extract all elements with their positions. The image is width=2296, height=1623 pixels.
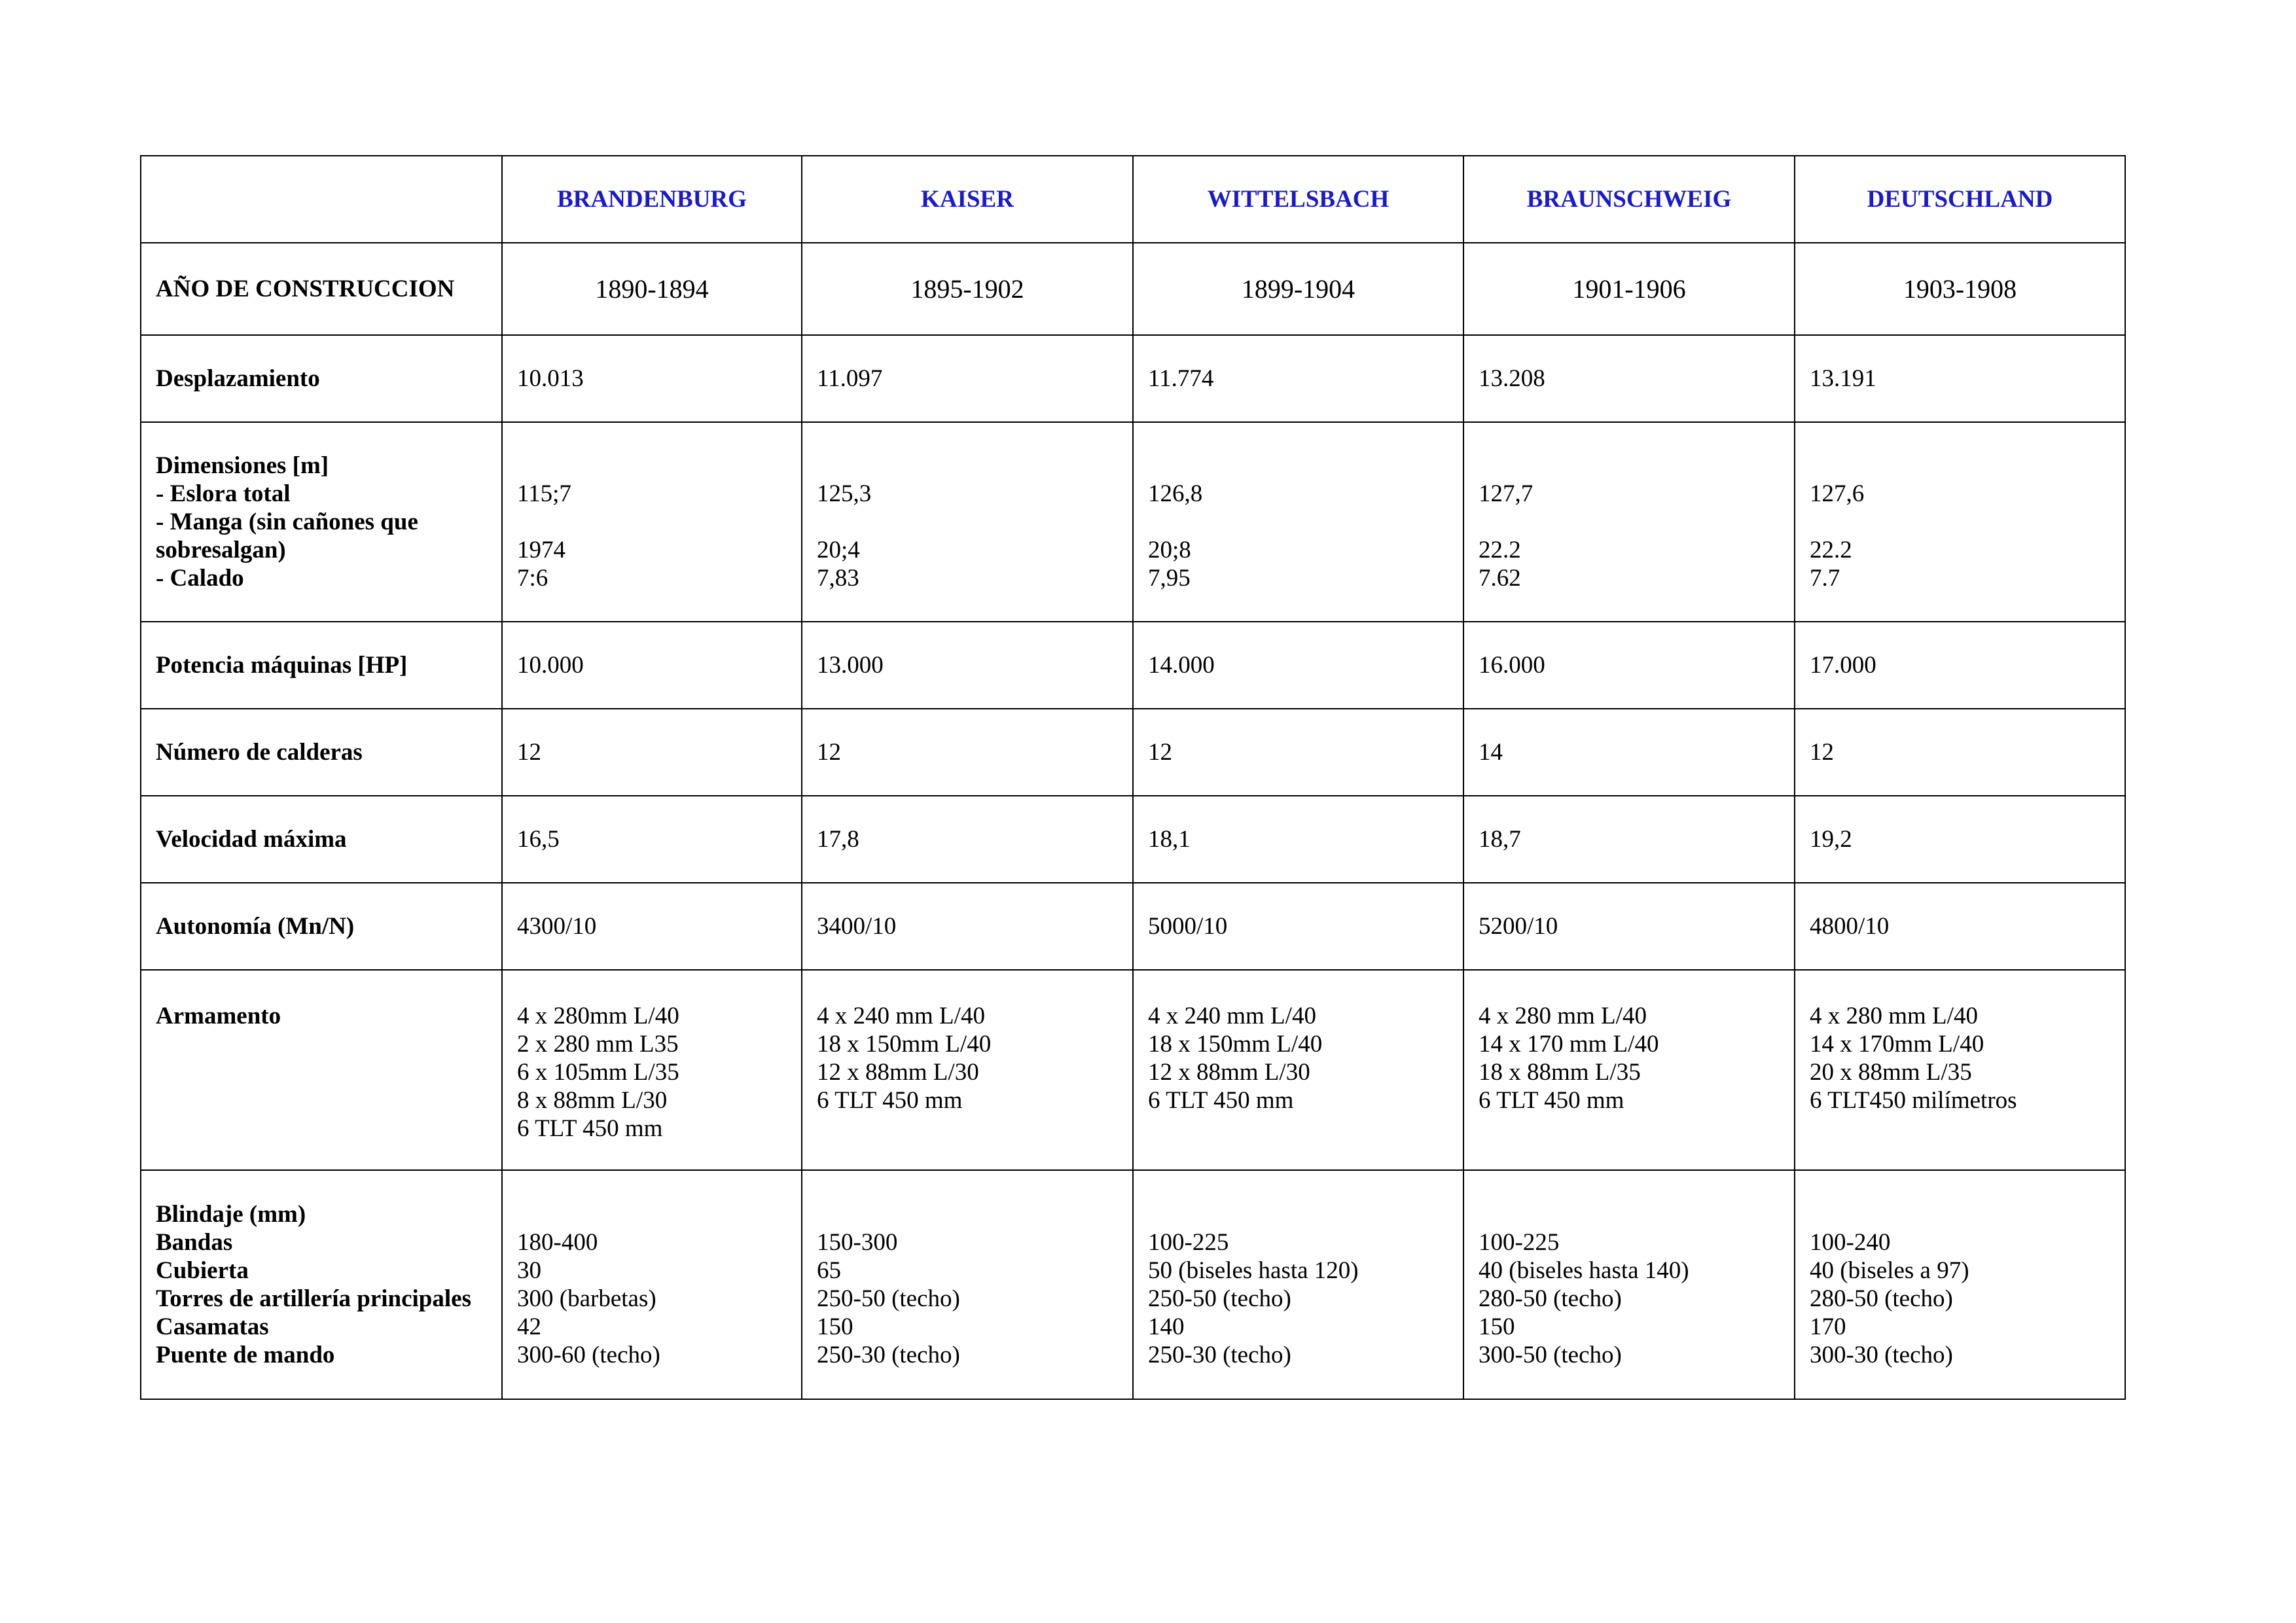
manga-value: 1974: [517, 537, 565, 563]
boilers-value: 12: [802, 709, 1133, 796]
armament-cell: [1463, 970, 1795, 1170]
armor-label-line: Cubierta: [156, 1257, 249, 1284]
calado-value: 7:6: [517, 565, 548, 592]
displacement-row: [141, 335, 2125, 422]
dimensions-label-line: - Eslora total: [156, 480, 291, 507]
armor-value: 280-50 (techo): [1479, 1285, 1622, 1312]
armor-cell: [1463, 1170, 1795, 1399]
armor-label: [141, 1170, 502, 1399]
armor-label-line: Casamatas: [156, 1313, 269, 1340]
year-row: [141, 243, 2125, 335]
displacement-label: Desplazamiento: [141, 335, 502, 422]
power-value: 13.000: [802, 622, 1133, 709]
armament-label: Armamento: [141, 970, 502, 1170]
year-value: 1901-1906: [1463, 243, 1795, 335]
dimensions-cell: [1463, 422, 1795, 622]
armor-value: 180-400: [517, 1229, 598, 1256]
armor-value: 280-50 (techo): [1810, 1285, 1953, 1312]
ships-comparison-table: [140, 155, 2126, 1400]
armor-value: 250-50 (techo): [1148, 1285, 1291, 1312]
armament-line: 12 x 88mm L/30: [1148, 1059, 1310, 1086]
calado-value: 7,83: [817, 565, 859, 592]
range-value: 4300/10: [502, 883, 802, 970]
power-value: 16.000: [1463, 622, 1795, 709]
armament-line: 4 x 280mm L/40: [517, 1003, 679, 1029]
ship-name-kaiser: KAISER: [802, 156, 1133, 243]
speed-value: 18,7: [1463, 796, 1795, 883]
armament-cell: [1133, 970, 1463, 1170]
power-value: 14.000: [1133, 622, 1463, 709]
header-row: [141, 156, 2125, 243]
armor-value: 300-30 (techo): [1810, 1342, 1953, 1368]
dimensions-label-line: sobresalgan): [156, 537, 286, 563]
armor-value: 150-300: [817, 1229, 898, 1256]
displacement-value: 11.774: [1133, 335, 1463, 422]
displacement-value: 13.208: [1463, 335, 1795, 422]
armor-cell: [1795, 1170, 2125, 1399]
speed-value: 16,5: [502, 796, 802, 883]
manga-value: 20;4: [817, 537, 860, 563]
armor-cell: [802, 1170, 1133, 1399]
boilers-value: 14: [1463, 709, 1795, 796]
armor-value: 170: [1810, 1313, 1846, 1340]
armament-line: 2 x 280 mm L35: [517, 1031, 679, 1058]
header-empty-cell: [141, 156, 502, 243]
armor-value: 150: [817, 1313, 853, 1340]
armament-line: 4 x 280 mm L/40: [1810, 1003, 1978, 1029]
eslora-value: 127,6: [1810, 480, 1865, 507]
armament-line: 14 x 170mm L/40: [1810, 1031, 1984, 1058]
armor-value: 100-225: [1479, 1229, 1560, 1256]
boilers-value: 12: [502, 709, 802, 796]
manga-value: 20;8: [1148, 537, 1191, 563]
armor-cell: [502, 1170, 802, 1399]
armament-line: 14 x 170 mm L/40: [1479, 1031, 1659, 1058]
armament-line: 4 x 280 mm L/40: [1479, 1003, 1647, 1029]
eslora-value: 127,7: [1479, 480, 1534, 507]
armor-value: 150: [1479, 1313, 1515, 1340]
boilers-label: Número de calderas: [141, 709, 502, 796]
range-row: [141, 883, 2125, 970]
manga-value: 22.2: [1810, 537, 1852, 563]
range-value: 4800/10: [1795, 883, 2125, 970]
ship-name-wittelsbach: WITTELSBACH: [1133, 156, 1463, 243]
armament-line: 6 TLT 450 mm: [1148, 1087, 1294, 1114]
armament-line: 6 x 105mm L/35: [517, 1059, 679, 1086]
armor-value: 250-50 (techo): [817, 1285, 960, 1312]
armament-line: 4 x 240 mm L/40: [817, 1003, 985, 1029]
armament-line: 4 x 240 mm L/40: [1148, 1003, 1316, 1029]
armor-value: 100-225: [1148, 1229, 1229, 1256]
power-value: 17.000: [1795, 622, 2125, 709]
armament-line: 20 x 88mm L/35: [1810, 1059, 1972, 1086]
boilers-value: 12: [1133, 709, 1463, 796]
armament-line: 6 TLT 450 mm: [817, 1087, 963, 1114]
armament-line: 18 x 150mm L/40: [1148, 1031, 1323, 1058]
displacement-value: 13.191: [1795, 335, 2125, 422]
year-value: 1903-1908: [1795, 243, 2125, 335]
range-value: 5000/10: [1133, 883, 1463, 970]
armament-line: 6 TLT450 milímetros: [1810, 1087, 2017, 1114]
range-value: 3400/10: [802, 883, 1133, 970]
ship-name-deutschland: DEUTSCHLAND: [1795, 156, 2125, 243]
speed-value: 19,2: [1795, 796, 2125, 883]
eslora-value: 125,3: [817, 480, 872, 507]
armor-value: 50 (biseles hasta 120): [1148, 1257, 1359, 1284]
speed-label: Velocidad máxima: [141, 796, 502, 883]
calado-value: 7.7: [1810, 565, 1840, 592]
armament-cell: [502, 970, 802, 1170]
boilers-row: [141, 709, 2125, 796]
armor-value: 300-50 (techo): [1479, 1342, 1622, 1368]
ship-name-brandenburg: BRANDENBURG: [502, 156, 802, 243]
boilers-value: 12: [1795, 709, 2125, 796]
eslora-value: 115;7: [517, 480, 571, 507]
speed-value: 18,1: [1133, 796, 1463, 883]
displacement-value: 10.013: [502, 335, 802, 422]
armament-line: 6 TLT 450 mm: [1479, 1087, 1624, 1114]
calado-value: 7.62: [1479, 565, 1521, 592]
armament-cell: [802, 970, 1133, 1170]
armor-value: 65: [817, 1257, 841, 1284]
armor-value: 30: [517, 1257, 541, 1284]
armor-value: 40 (biseles hasta 140): [1479, 1257, 1689, 1284]
armor-value: 100-240: [1810, 1229, 1891, 1256]
armor-label-line: Torres de artillería principales: [156, 1285, 471, 1312]
year-value: 1899-1904: [1133, 243, 1463, 335]
manga-value: 22.2: [1479, 537, 1521, 563]
armament-line: 12 x 88mm L/30: [817, 1059, 979, 1086]
armament-line: 18 x 150mm L/40: [817, 1031, 992, 1058]
dimensions-cell: [1795, 422, 2125, 622]
armor-label-line: Bandas: [156, 1229, 233, 1256]
armor-value: 42: [517, 1313, 541, 1340]
dimensions-label: [141, 422, 502, 622]
armor-label-line: Puente de mando: [156, 1342, 335, 1368]
range-value: 5200/10: [1463, 883, 1795, 970]
power-value: 10.000: [502, 622, 802, 709]
armor-label-line: Blindaje (mm): [156, 1201, 306, 1228]
dimensions-row: [141, 422, 2125, 622]
dimensions-cell: [502, 422, 802, 622]
dimensions-cell: [1133, 422, 1463, 622]
speed-row: [141, 796, 2125, 883]
dimensions-label-line: - Calado: [156, 565, 244, 592]
armor-value: 140: [1148, 1313, 1185, 1340]
speed-value: 17,8: [802, 796, 1133, 883]
armor-value: 300 (barbetas): [517, 1285, 656, 1312]
displacement-value: 11.097: [802, 335, 1133, 422]
year-value: 1895-1902: [802, 243, 1133, 335]
armor-cell: [1133, 1170, 1463, 1399]
dimensions-label-line: Dimensiones [m]: [156, 452, 329, 479]
armament-line: 6 TLT 450 mm: [517, 1115, 663, 1142]
power-label: Potencia máquinas [HP]: [141, 622, 502, 709]
armor-value: 40 (biseles a 97): [1810, 1257, 1969, 1284]
armament-cell: [1795, 970, 2125, 1170]
eslora-value: 126,8: [1148, 480, 1203, 507]
power-row: [141, 622, 2125, 709]
armor-value: 250-30 (techo): [1148, 1342, 1291, 1368]
armament-line: 18 x 88mm L/35: [1479, 1059, 1641, 1086]
range-label: Autonomía (Mn/N): [141, 883, 502, 970]
calado-value: 7,95: [1148, 565, 1191, 592]
year-label: AÑO DE CONSTRUCCION: [141, 243, 502, 335]
dimensions-label-line: - Manga (sin cañones que: [156, 508, 418, 535]
year-value: 1890-1894: [502, 243, 802, 335]
dimensions-cell: [802, 422, 1133, 622]
armor-row: [141, 1170, 2125, 1399]
armor-value: 250-30 (techo): [817, 1342, 960, 1368]
armor-value: 300-60 (techo): [517, 1342, 660, 1368]
armament-row: [141, 970, 2125, 1170]
ship-name-braunschweig: BRAUNSCHWEIG: [1463, 156, 1795, 243]
armament-line: 8 x 88mm L/30: [517, 1087, 668, 1114]
